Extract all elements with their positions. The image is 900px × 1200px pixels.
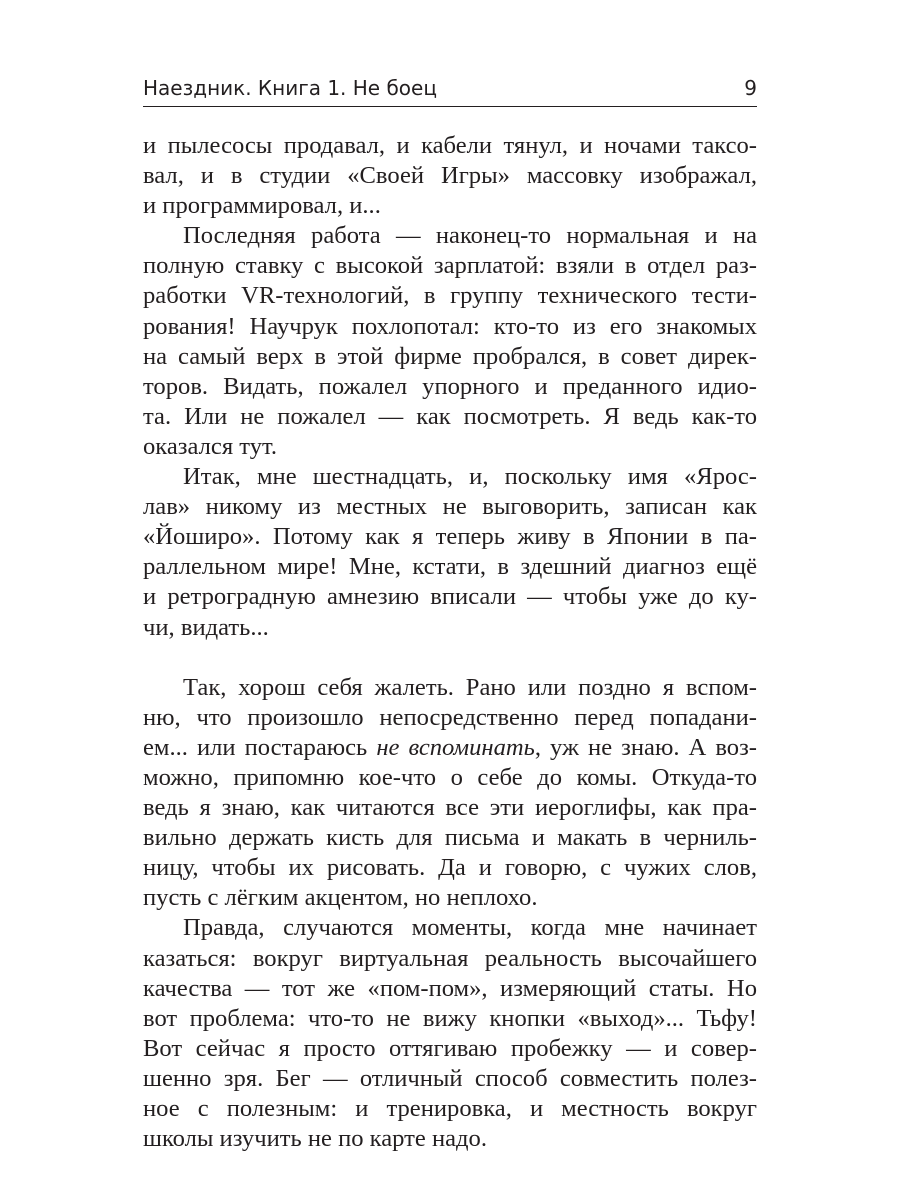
running-head xyxy=(143,73,757,103)
scene-break xyxy=(143,643,757,673)
text-line: вал, и в студии «Своей Игры» массовку изображал, xyxy=(143,162,757,190)
text-line: и программировал, и... xyxy=(143,192,381,220)
text-line: полную ставку с высокой зарплатой: взяли в отдел раз- xyxy=(143,252,757,280)
text-line: Вот сейчас я просто оттягиваю пробежку — и совер- xyxy=(143,1034,757,1062)
text-line: Правда, случаются моменты, когда мне начинает xyxy=(183,914,757,942)
paragraph-5 xyxy=(143,913,757,1154)
text-line: пусть с лёгким акцентом, но неплохо. xyxy=(143,884,538,912)
text-line: и пылесосы продавал, и кабели тянул, и ночами таксо- xyxy=(143,132,757,159)
paragraph-3 xyxy=(143,462,757,643)
italic-phrase: не вспоминать xyxy=(376,733,535,761)
text-line: ню, что произошло непосредственно перед попадани- xyxy=(143,703,757,731)
text-line: Последняя работа — наконец-то нормальная и на xyxy=(183,222,757,250)
paragraph-1 xyxy=(143,131,757,221)
body-text xyxy=(143,131,757,1154)
text-line: ницу, чтобы их рисовать. Да и говорю, с чужих слов, xyxy=(143,854,757,882)
text-line: на самый верх в этой фирме пробрался, в совет дирек- xyxy=(143,342,757,370)
text-line: торов. Видать, пожалел упорного и преданного идио- xyxy=(143,372,757,400)
paragraph-4 xyxy=(143,673,757,914)
text-line: школы изучить не по карте надо. xyxy=(143,1125,487,1153)
text-line: качества — тот же «пом-пом», измеряющий статы. Но xyxy=(143,974,757,1002)
text-line: и ретроградную амнезию вписали — чтобы уже до ку- xyxy=(143,583,757,611)
text-fragment: ем... или постараюсь xyxy=(143,733,377,761)
paragraph-2 xyxy=(143,221,757,462)
text-line xyxy=(143,733,757,763)
header-rule xyxy=(143,106,757,107)
text-line: можно, припомню кое-что о себе до комы. Откуда-то xyxy=(143,763,757,791)
text-line: ведь я знаю, как читаются все эти иероглифы, как пра- xyxy=(143,794,757,822)
running-title: Наездник. Книга 1. Не боец xyxy=(143,76,437,100)
text-fragment: , уж не знаю. А воз- xyxy=(534,733,757,761)
page-number: 9 xyxy=(744,76,757,100)
text-line: вильно держать кисть для письма и макать в черниль- xyxy=(143,824,757,852)
text-line: казаться: вокруг виртуальная реальность высочайшего xyxy=(143,944,757,972)
text-line: Так, хорош себя жалеть. Рано или поздно я вспом- xyxy=(183,673,757,701)
text-line: оказался тут. xyxy=(143,432,278,460)
text-line: шенно зря. Бег — отличный способ совместить полез- xyxy=(143,1064,757,1092)
text-line: чи, видать... xyxy=(143,613,269,641)
text-line: вот проблема: что-то не вижу кнопки «выход»... Тьфу! xyxy=(143,1004,757,1032)
text-line: та. Или не пожалел — как посмотреть. Я ведь как-то xyxy=(143,402,757,430)
text-line: рования! Научрук похлопотал: кто-то из его знакомых xyxy=(143,312,757,340)
text-line: «Йоширо». Потому как я теперь живу в Японии в па- xyxy=(143,523,757,551)
text-line: лав» никому из местных не выговорить, записан как xyxy=(143,493,757,521)
text-line: Итак, мне шестнадцать, и, поскольку имя «Ярос- xyxy=(183,463,757,491)
text-line: ное с полезным: и тренировка, и местность вокруг xyxy=(143,1095,757,1122)
text-line: раллельном мире! Мне, кстати, в здешний диагноз ещё xyxy=(143,553,757,581)
text-line: работки VR-технологий, в группу технического тести- xyxy=(143,282,757,310)
